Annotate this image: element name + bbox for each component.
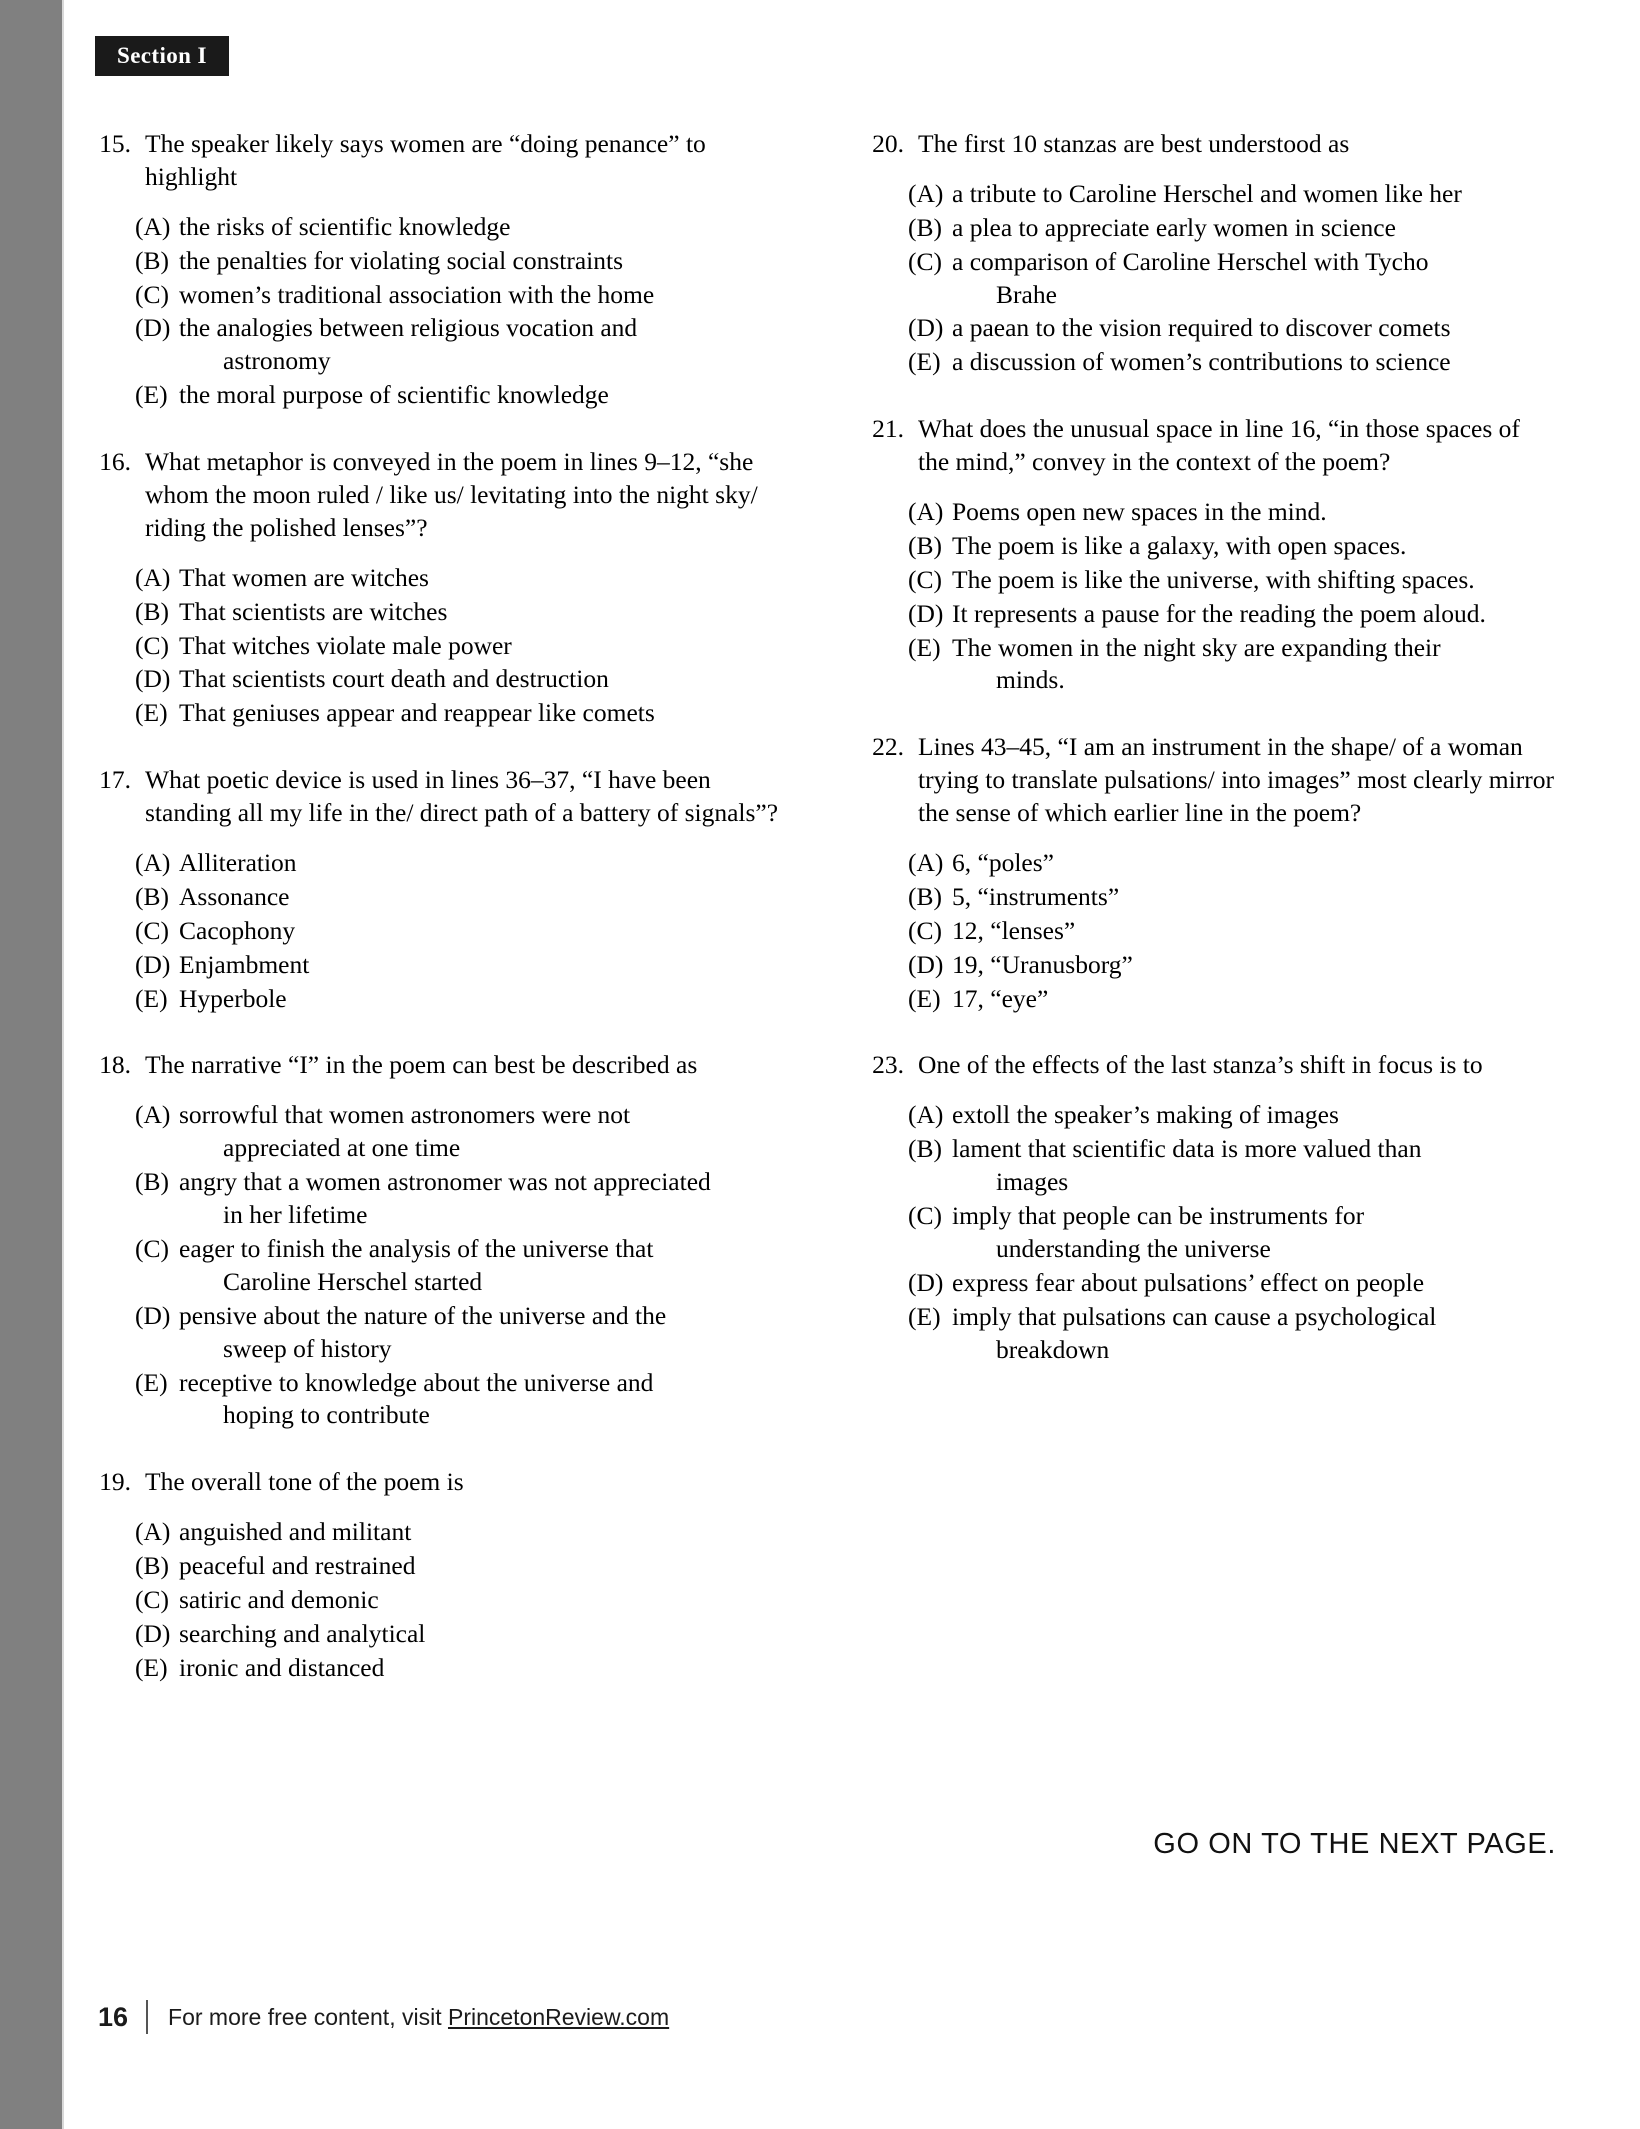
answer-choice[interactable] <box>95 279 782 312</box>
question-stem-row <box>95 764 782 830</box>
answer-choice-text <box>179 211 782 244</box>
question-stem: The speaker likely says women are “doing penance” to highlight <box>145 129 706 191</box>
answer-choice-line: the analogies between religious vocation and <box>179 313 638 343</box>
question-stem-row <box>868 128 1555 161</box>
answer-choice-line: searching and analytical <box>179 1618 426 1648</box>
answer-choice[interactable] <box>868 564 1555 597</box>
answer-choice[interactable] <box>868 212 1555 245</box>
answer-choice-line: The women in the night sky are expanding their <box>952 632 1441 662</box>
answer-choice[interactable] <box>95 1300 782 1366</box>
answer-choice-line: The poem is like a galaxy, with open spaces. <box>952 530 1407 560</box>
answer-choice[interactable] <box>95 379 782 412</box>
answer-choice-letter: (C) <box>908 1201 942 1231</box>
answer-choice-text <box>952 530 1555 563</box>
answer-choice-text <box>179 1550 782 1583</box>
answer-choice[interactable] <box>95 663 782 696</box>
answer-choice-continuation: Brahe <box>996 279 1057 309</box>
answer-choice-line: receptive to knowledge about the universe and <box>179 1367 654 1397</box>
answer-choice-text <box>952 564 1555 597</box>
question-item <box>95 446 782 730</box>
question-item <box>868 1049 1555 1366</box>
answer-choice-letter: (A) <box>135 848 171 878</box>
answer-choice-text <box>952 1133 1555 1199</box>
question-item <box>95 1049 782 1432</box>
answer-choice[interactable] <box>95 1618 782 1651</box>
answer-choice-line: That geniuses appear and reappear like comets <box>179 698 655 728</box>
question-item <box>95 128 782 412</box>
answer-choice[interactable] <box>95 1652 782 1685</box>
question-item <box>868 413 1555 697</box>
answer-choice[interactable] <box>95 1099 782 1165</box>
answer-choice[interactable] <box>868 1267 1555 1300</box>
right-question-column <box>868 128 1555 1719</box>
answer-choice-line: a tribute to Caroline Herschel and women like her <box>952 178 1462 208</box>
answer-choice-text <box>179 949 782 982</box>
answer-choice[interactable] <box>868 881 1555 914</box>
answer-choice-line: That women are witches <box>179 562 429 592</box>
answer-choice-letter: (B) <box>135 1167 169 1197</box>
answer-choice-text <box>179 847 782 880</box>
answer-choice-letter: (B) <box>908 881 942 911</box>
answer-choice-letter: (B) <box>135 596 169 626</box>
answer-choice-letter: (A) <box>908 848 944 878</box>
answer-choice[interactable] <box>95 1550 782 1583</box>
answer-choice-list <box>95 847 782 1015</box>
answer-choice-letter: (C) <box>908 246 942 276</box>
footer-text <box>168 2004 669 2031</box>
answer-choice-text <box>952 881 1555 914</box>
question-stem-row <box>868 1049 1555 1082</box>
answer-choice[interactable] <box>868 346 1555 379</box>
answer-choice-text <box>179 1618 782 1651</box>
answer-choice-line: imply that pulsations can cause a psychological <box>952 1301 1437 1331</box>
answer-choice-line: lament that scientific data is more valued than <box>952 1134 1422 1164</box>
answer-choice[interactable] <box>868 1301 1555 1367</box>
question-stem-row <box>868 413 1555 479</box>
answer-choice-letter: (E) <box>908 983 941 1013</box>
answer-choice[interactable] <box>868 530 1555 563</box>
answer-choice-letter: (B) <box>908 530 942 560</box>
answer-choice-text <box>952 915 1555 948</box>
question-stem: What poetic device is used in lines 36–37, “I have been standing all my life in the/ direct path of a battery of signals”? <box>145 765 779 828</box>
footer-text-label: For more free content, visit <box>168 2003 448 2030</box>
answer-choice-text <box>179 630 782 663</box>
answer-choice-text <box>179 1367 782 1433</box>
answer-choice-letter: (D) <box>135 1618 171 1648</box>
answer-choice[interactable] <box>95 630 782 663</box>
question-number: 21. <box>872 414 904 444</box>
answer-choice-line: express fear about pulsations’ effect on people <box>952 1267 1425 1297</box>
answer-choice-letter: (D) <box>135 664 171 694</box>
question-stem: What does the unusual space in line 16, “in those spaces of the mind,” convey in the context of the poem? <box>918 414 1520 477</box>
answer-choice-line: That scientists court death and destruction <box>179 664 609 694</box>
answer-choice-letter: (E) <box>135 698 168 728</box>
question-number: 16. <box>99 447 131 477</box>
answer-choice-list <box>868 847 1555 1015</box>
answer-choice-line: sorrowful that women astronomers were not <box>179 1100 631 1130</box>
answer-choice[interactable] <box>868 632 1555 698</box>
answer-choice-letter: (E) <box>135 1652 168 1682</box>
question-stem-row <box>95 446 782 545</box>
answer-choice-letter: (A) <box>135 211 171 241</box>
answer-choice[interactable] <box>95 596 782 629</box>
answer-choice-text <box>179 697 782 730</box>
answer-choice-letter: (A) <box>135 1100 171 1130</box>
answer-choice-text <box>952 949 1555 982</box>
page-gutter-band <box>0 0 62 2129</box>
answer-choice-letter: (E) <box>908 1301 941 1331</box>
answer-choice-text <box>179 1584 782 1617</box>
answer-choice-text <box>179 562 782 595</box>
answer-choice-text <box>179 245 782 278</box>
answer-choice-line: Enjambment <box>179 949 310 979</box>
answer-choice-letter: (E) <box>135 983 168 1013</box>
question-item <box>868 128 1555 379</box>
answer-choice-letter: (D) <box>135 949 171 979</box>
answer-choice[interactable] <box>95 211 782 244</box>
go-on-notice: GO ON TO THE NEXT PAGE. <box>1153 1828 1556 1860</box>
answer-choice-text <box>179 1099 782 1165</box>
answer-choice-text <box>952 1267 1555 1300</box>
answer-choice-line: women’s traditional association with the home <box>179 279 655 309</box>
question-stem: The first 10 stanzas are best understood as <box>918 129 1350 158</box>
answer-choice-line: a discussion of women’s contributions to science <box>952 347 1451 377</box>
answer-choice-text <box>952 983 1555 1016</box>
answer-choice[interactable] <box>868 949 1555 982</box>
answer-choice-line: a comparison of Caroline Herschel with Tycho <box>952 246 1429 276</box>
answer-choice-list <box>95 1099 782 1432</box>
answer-choice-text <box>952 246 1555 312</box>
answer-choice-line: 6, “poles” <box>952 848 1054 878</box>
question-stem: The narrative “I” in the poem can best be described as <box>145 1050 698 1080</box>
answer-choice[interactable] <box>868 496 1555 529</box>
answer-choice-line: Hyperbole <box>179 983 287 1013</box>
question-item <box>95 764 782 1015</box>
answer-choice[interactable] <box>95 1233 782 1299</box>
footer-divider <box>146 2000 148 2034</box>
answer-choice-text <box>952 496 1555 529</box>
answer-choice-line: a plea to appreciate early women in science <box>952 212 1396 242</box>
answer-choice-list <box>95 211 782 412</box>
answer-choice-continuation: in her lifetime <box>223 1200 368 1230</box>
answer-choice-letter: (B) <box>135 1551 169 1581</box>
answer-choice-text <box>179 379 782 412</box>
answer-choice-letter: (A) <box>135 1517 171 1547</box>
answer-choice-text <box>179 881 782 914</box>
answer-choice[interactable] <box>868 915 1555 948</box>
answer-choice-line: eager to finish the analysis of the universe that <box>179 1233 654 1263</box>
answer-choice-text <box>179 279 782 312</box>
answer-choice-continuation: understanding the universe <box>996 1233 1271 1263</box>
answer-choice-line: imply that people can be instruments for <box>952 1201 1365 1231</box>
answer-choice-text <box>179 1166 782 1232</box>
answer-choice-letter: (A) <box>908 1100 944 1130</box>
answer-choice-line: ironic and distanced <box>179 1652 385 1682</box>
question-stem-row <box>95 1466 782 1499</box>
answer-choice-text <box>952 1200 1555 1266</box>
question-number: 23. <box>872 1050 904 1080</box>
answer-choice[interactable] <box>95 1516 782 1549</box>
answer-choice-list <box>868 496 1555 697</box>
answer-choice[interactable] <box>95 915 782 948</box>
answer-choice-letter: (C) <box>135 1584 169 1614</box>
answer-choice-line: 12, “lenses” <box>952 915 1076 945</box>
answer-choice-letter: (D) <box>135 313 171 343</box>
question-stem: One of the effects of the last stanza’s shift in focus is to <box>918 1050 1483 1080</box>
answer-choice-letter: (E) <box>135 380 168 410</box>
answer-choice-letter: (C) <box>135 1233 169 1263</box>
answer-choice-line: Alliteration <box>179 848 297 878</box>
answer-choice-line: 19, “Uranusborg” <box>952 949 1133 979</box>
answer-choice-letter: (C) <box>908 915 942 945</box>
answer-choice-text <box>179 915 782 948</box>
answer-choice-line: satiric and demonic <box>179 1584 379 1614</box>
answer-choice-letter: (A) <box>908 497 944 527</box>
left-question-column <box>95 128 782 1719</box>
answer-choice[interactable] <box>95 881 782 914</box>
question-item <box>95 1466 782 1684</box>
answer-choice-list <box>868 1099 1555 1366</box>
question-stem-row <box>95 128 782 194</box>
page-footer <box>98 2000 669 2034</box>
answer-choice[interactable] <box>95 847 782 880</box>
answer-choice-letter: (C) <box>135 630 169 660</box>
question-number: 17. <box>99 765 131 795</box>
question-number: 18. <box>99 1050 131 1080</box>
answer-choice[interactable] <box>868 598 1555 631</box>
answer-choice-line: a paean to the vision required to discover comets <box>952 313 1451 343</box>
answer-choice-letter: (A) <box>908 178 944 208</box>
question-number: 22. <box>872 732 904 762</box>
answer-choice-line: the moral purpose of scientific knowledge <box>179 380 609 410</box>
answer-choice-list <box>95 1516 782 1684</box>
answer-choice-line: Poems open new spaces in the mind. <box>952 497 1327 527</box>
answer-choice[interactable] <box>95 697 782 730</box>
answer-choice[interactable] <box>95 1166 782 1232</box>
answer-choice-continuation: sweep of history <box>223 1333 392 1363</box>
question-stem: Lines 43–45, “I am an instrument in the shape/ of a woman trying to translate pulsations/ into images” most clearly mirror the sense of which earlier line in the poem? <box>918 732 1554 828</box>
answer-choice-line: The poem is like the universe, with shifting spaces. <box>952 564 1475 594</box>
answer-choice-text <box>952 598 1555 631</box>
princetonreview-link[interactable]: PrincetonReview.com <box>447 2003 670 2030</box>
answer-choice-text <box>952 212 1555 245</box>
answer-choice[interactable] <box>95 245 782 278</box>
answer-choice-text <box>179 663 782 696</box>
answer-choice-letter: (D) <box>908 598 944 628</box>
answer-choice-line: the penalties for violating social constraints <box>179 245 624 275</box>
answer-choice-letter: (D) <box>908 1267 944 1297</box>
answer-choice-letter: (E) <box>908 632 941 662</box>
answer-choice-letter: (D) <box>908 949 944 979</box>
answer-choice-line: That witches violate male power <box>179 630 512 660</box>
question-number: 20. <box>872 129 904 158</box>
answer-choice-line: pensive about the nature of the universe and the <box>179 1300 667 1330</box>
answer-choice[interactable] <box>868 246 1555 312</box>
answer-choice[interactable] <box>95 983 782 1016</box>
answer-choice-letter: (D) <box>908 313 944 343</box>
answer-choice-text <box>179 1300 782 1366</box>
answer-choice-continuation: appreciated at one time <box>223 1133 461 1163</box>
answer-choice[interactable] <box>95 1367 782 1433</box>
answer-choice-text <box>952 632 1555 698</box>
answer-choice-letter: (C) <box>135 279 169 309</box>
answer-choice-text <box>952 1301 1555 1367</box>
answer-choice-text <box>952 847 1555 880</box>
answer-choice-line: extoll the speaker’s making of images <box>952 1100 1339 1130</box>
answer-choice[interactable] <box>868 847 1555 880</box>
answer-choice-text <box>179 596 782 629</box>
question-columns <box>95 128 1555 1719</box>
answer-choice-letter: (B) <box>135 245 169 275</box>
question-item <box>868 731 1555 1015</box>
answer-choice-text <box>179 1516 782 1549</box>
answer-choice-list <box>868 178 1555 379</box>
page-gutter-rule <box>62 0 64 2129</box>
section-tab: Section I <box>95 36 229 76</box>
answer-choice-letter: (B) <box>908 1134 942 1164</box>
answer-choice[interactable] <box>95 562 782 595</box>
answer-choice-text <box>179 1652 782 1685</box>
question-stem-row <box>95 1049 782 1082</box>
answer-choice-letter: (C) <box>908 564 942 594</box>
answer-choice[interactable] <box>868 178 1555 211</box>
answer-choice-list <box>95 562 782 730</box>
question-stem-row <box>868 731 1555 830</box>
question-number: 15. <box>99 129 131 158</box>
answer-choice[interactable] <box>95 312 782 378</box>
answer-choice[interactable] <box>95 949 782 982</box>
answer-choice[interactable] <box>868 983 1555 1016</box>
answer-choice-line: peaceful and restrained <box>179 1551 416 1581</box>
answer-choice-line: the risks of scientific knowledge <box>179 211 511 241</box>
answer-choice-letter: (D) <box>135 1300 171 1330</box>
answer-choice[interactable] <box>868 1200 1555 1266</box>
answer-choice-text <box>179 1233 782 1299</box>
answer-choice-line: Cacophony <box>179 915 296 945</box>
answer-choice-line: Assonance <box>179 881 290 911</box>
answer-choice-continuation: astronomy <box>223 346 331 376</box>
answer-choice-letter: (E) <box>908 347 941 377</box>
answer-choice-line: That scientists are witches <box>179 596 448 626</box>
answer-choice-letter: (B) <box>908 212 942 242</box>
answer-choice-line: 5, “instruments” <box>952 881 1120 911</box>
answer-choice-letter: (E) <box>135 1367 168 1397</box>
answer-choice-continuation: Caroline Herschel started <box>223 1266 483 1296</box>
answer-choice-continuation: hoping to contribute <box>223 1400 430 1430</box>
question-stem: The overall tone of the poem is <box>145 1467 464 1497</box>
answer-choice-line: 17, “eye” <box>952 983 1049 1013</box>
answer-choice-line: angry that a women astronomer was not appreciated <box>179 1167 711 1197</box>
answer-choice-text <box>952 1099 1555 1132</box>
answer-choice-text <box>952 312 1555 345</box>
answer-choice-continuation: breakdown <box>996 1334 1110 1364</box>
answer-choice-continuation: images <box>996 1167 1069 1197</box>
answer-choice-text <box>179 312 782 378</box>
answer-choice-text <box>952 178 1555 211</box>
answer-choice-letter: (B) <box>135 881 169 911</box>
answer-choice-line: anguished and militant <box>179 1517 412 1547</box>
answer-choice-text <box>952 346 1555 379</box>
answer-choice-letter: (C) <box>135 915 169 945</box>
question-stem: What metaphor is conveyed in the poem in lines 9–12, “she whom the moon ruled / like us/ levitating into the night sky/ riding the polished lenses”? <box>145 447 758 542</box>
answer-choice-letter: (A) <box>135 562 171 592</box>
answer-choice[interactable] <box>868 1099 1555 1132</box>
answer-choice[interactable] <box>868 312 1555 345</box>
answer-choice-text <box>179 983 782 1016</box>
footer-page-number: 16 <box>98 2001 129 2032</box>
answer-choice[interactable] <box>95 1584 782 1617</box>
question-number: 19. <box>99 1467 131 1497</box>
answer-choice[interactable] <box>868 1133 1555 1199</box>
answer-choice-continuation: minds. <box>996 665 1065 695</box>
answer-choice-line: It represents a pause for the reading the poem aloud. <box>952 598 1486 628</box>
